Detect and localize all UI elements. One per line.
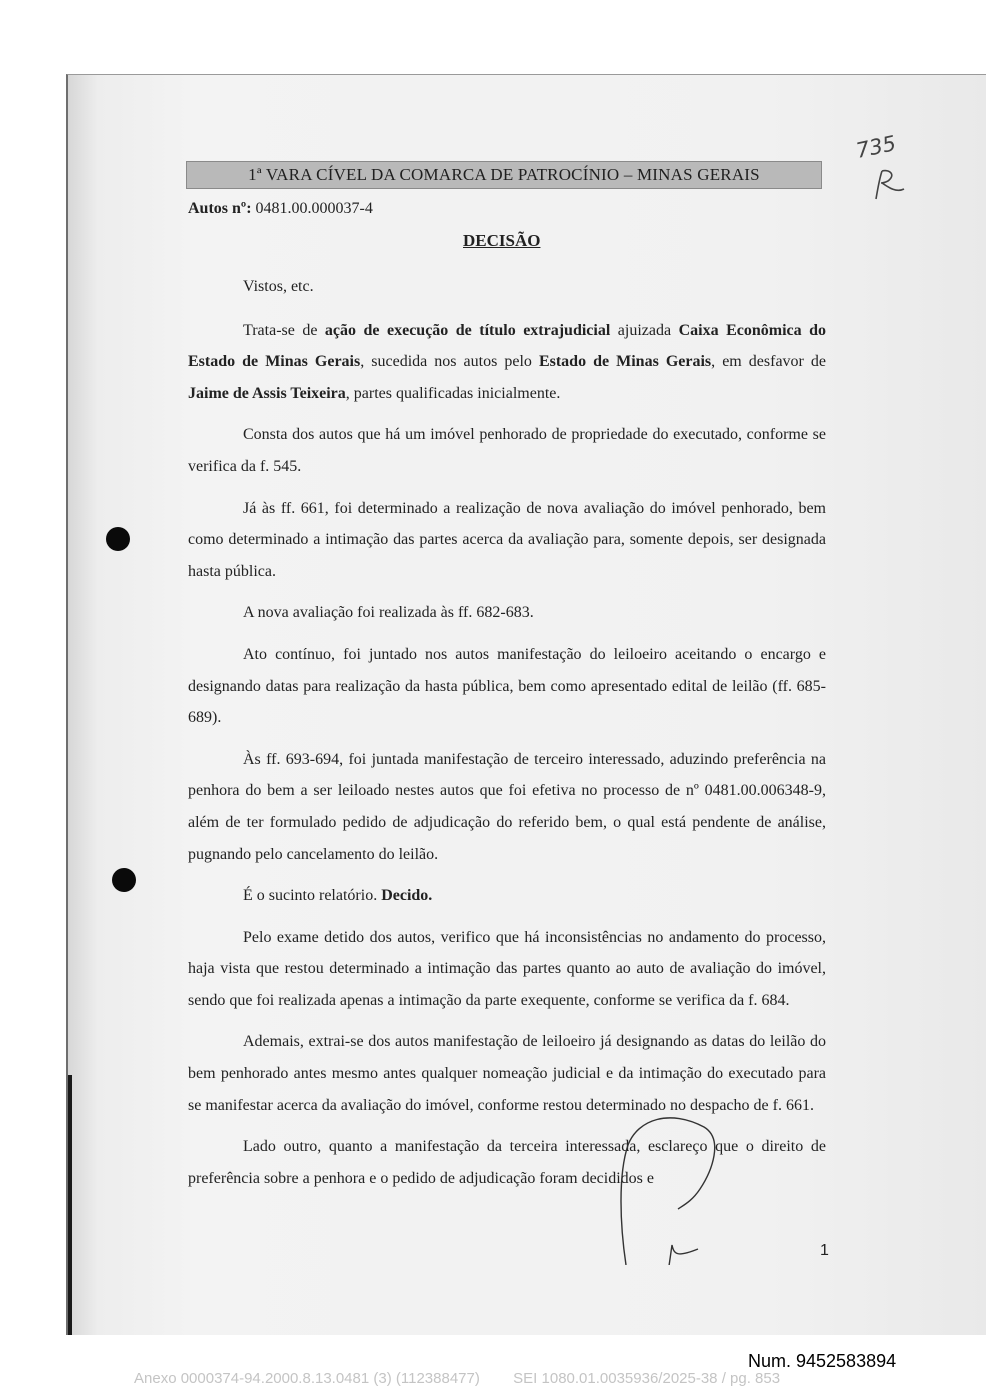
paragraph-case: Trata-se de ação de execução de título extrajudicial ajuizada Caixa Econômica do Estado de Minas Gerais, sucedida nos autos pelo Estado de Minas Gerais, em desfavor de Jaime de Assis Teixeira, partes qualificadas inicialmente. [188,321,827,402]
paragraph-property: Consta dos autos que há um imóvel penhorado de propriedade do executado, conforme se verifica da f. 545. [188,426,826,475]
case-number-label: Autos nº: [188,200,252,217]
paragraph-third-party-analysis: Lado outro, quanto a manifestação da terceira interessada, esclareço que o direito de preferência sobre a penhora e o pedido de adjudicação foram decididos e [188,1138,826,1187]
case-number-value: 0481.00.000037-4 [255,200,373,217]
paragraph-third-party: Às ff. 693-694, foi juntada manifestação de terceiro interessado, aduzindo preferência na penhora do bem a ser leiloado nestes autos que foi efetiva no processo de nº 0481.00.006348-9, além de ter formulado pedido de adjudicação do referido bem, o qual está pendente de análise, pugnando pelo cancelamento do leilão. [188,750,826,863]
handwritten-initials [868,167,908,203]
handwritten-signature [608,1105,768,1265]
paragraph-new-evaluation-order: Já às ff. 661, foi determinado a realização de nova avaliação do imóvel penhorado, bem como determinado a intimação das partes acerca da avaliação para, somente depois, ser designada hasta pública. [188,499,826,580]
paragraph-opening: Vistos, etc. [243,278,314,295]
court-header: 1ª VARA CÍVEL DA COMARCA DE PATROCÍNIO – MINAS GERAIS [186,161,822,189]
case-number [188,200,373,218]
paragraph-evaluation-done: A nova avaliação foi realizada às ff. 682-683. [243,604,534,622]
attachment-reference: Anexo 0000374-94.2000.8.13.0481 (3) (112388477) SEI 1080.01.0035936/2025-38 / pg. 853 [134,1370,781,1387]
handwritten-page-number: 735 [853,131,899,163]
scanned-page [66,74,986,1335]
punch-hole-top [106,527,130,551]
paragraph-report: É o sucinto relatório. Decido. [243,887,433,905]
document-title: DECISÃO [463,231,541,250]
punch-hole-bottom [112,868,136,892]
paragraph-inconsistencies: Pelo exame detido dos autos, verifico que há inconsistências no andamento do processo, haja vista que restou determinado a intimação das partes quanto ao auto de avaliação do imóvel, sendo que foi realizada apenas a intimação da parte exequente, conforme se verifica da f. 684. [188,928,826,1009]
decision-body [188,271,826,1204]
paragraph-auctioneer: Ato contínuo, foi juntado nos autos manifestação do leiloeiro aceitando o encargo e designando datas para realização da hasta pública, bem como apresentado edital de leilão (ff. 685-689). [188,645,826,727]
document-id: Num. 9452583894 [748,1351,897,1371]
binding-edge [68,1075,72,1335]
paragraph-moreover: Ademais, extrai-se dos autos manifestação de leiloeiro já designando as datas do leilão do bem penhorado antes mesmo antes qualquer nomeação judicial e da intimação do executado para se manifestar acerca da avaliação do imóvel, conforme restou determinado no despacho de f. 661. [188,1033,826,1114]
page-number: 1 [820,1242,829,1259]
